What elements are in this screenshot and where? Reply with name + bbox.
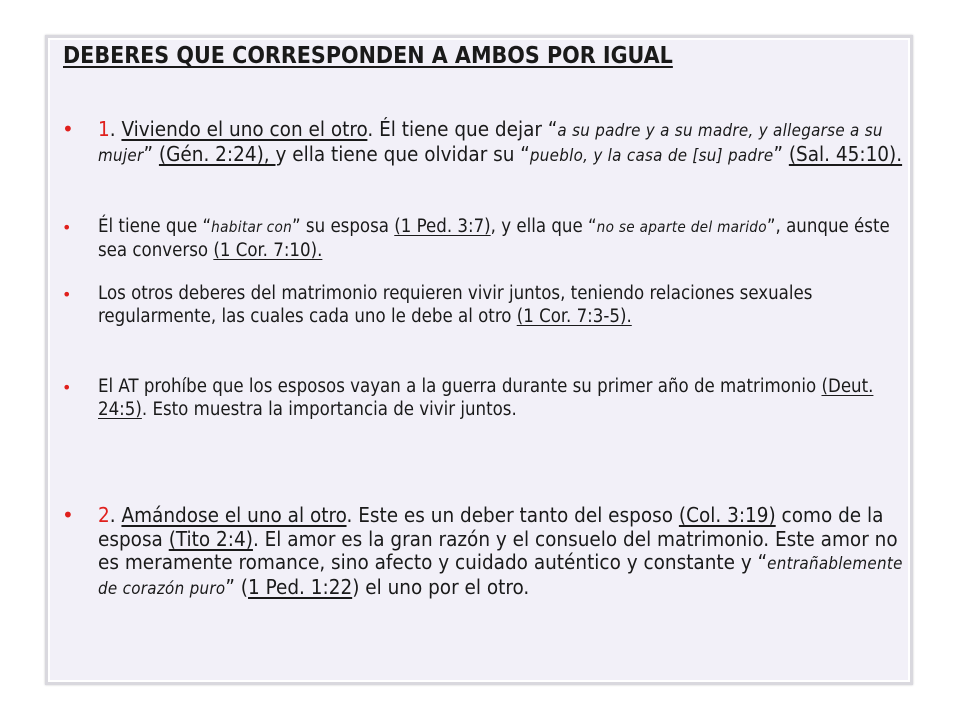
scripture-reference: (Gén. 2:24),	[158, 141, 276, 166]
scripture-reference: (Tito 2:4)	[168, 526, 253, 551]
text-fragment: ” (	[225, 574, 249, 599]
scripture-reference: (1 Cor. 7:3-5).	[516, 306, 632, 327]
list-item-habitar	[62, 215, 906, 262]
list-item-viviendo	[62, 117, 906, 167]
bullet-icon: •	[62, 117, 74, 141]
text-fragment: Los otros deberes del matrimonio requieren vivir juntos, teniendo relaciones sexuales regularmente, las cuales cada uno le debe al otro	[98, 283, 813, 327]
scripture-quote: entrañablemente de corazón puro	[98, 553, 903, 598]
text-fragment: Él tiene que “	[98, 216, 212, 237]
text-fragment: y ella tiene que olvidar su “	[275, 141, 530, 166]
slide-title: DEBERES QUE CORRESPONDEN A AMBOS POR IGUAL	[63, 43, 673, 69]
text-fragment: . Esto muestra la importancia de vivir juntos.	[141, 399, 517, 420]
scripture-quote: habitar con	[211, 218, 293, 236]
scripture-quote: a su padre y a su madre, y allegarse a su mujer	[98, 120, 883, 165]
text-fragment: ” su esposa	[292, 216, 395, 237]
item-number: 1	[98, 117, 110, 141]
scripture-reference: 1 Ped. 1:22	[248, 574, 353, 599]
scripture-quote: pueblo, y la casa de [su] padre	[529, 144, 774, 165]
slide-panel	[45, 35, 913, 685]
scripture-reference: (Col. 3:19)	[678, 503, 776, 527]
item-number: 2	[98, 503, 110, 527]
scripture-reference: (Sal. 45:10).	[788, 141, 903, 166]
scripture-reference: (1 Cor. 7:10).	[213, 240, 323, 261]
text-fragment: . Él tiene que dejar “	[367, 117, 558, 141]
text-fragment: El AT prohíbe que los esposos vayan a la guerra durante su primer año de matrimonio	[98, 376, 822, 397]
text-fragment: ) el uno por el otro.	[352, 574, 530, 599]
text-fragment: ”	[773, 141, 789, 166]
list-item-amandose	[62, 503, 906, 600]
text-fragment: . Este es un deber tanto del esposo	[346, 503, 679, 527]
item-heading: Viviendo el uno con el otro	[121, 117, 368, 141]
text-fragment: , y ella que “	[490, 216, 597, 237]
bullet-icon: •	[62, 378, 72, 397]
bullet-icon: •	[62, 218, 72, 237]
text-fragment: .	[109, 117, 122, 141]
bullet-icon: •	[62, 503, 74, 527]
list-item-deberes	[62, 282, 906, 328]
text-fragment: .	[109, 503, 122, 527]
bullet-icon: •	[62, 285, 72, 304]
text-fragment: ”	[143, 141, 159, 166]
item-heading: Amándose el uno al otro	[121, 503, 347, 527]
scripture-reference: (Deut. 24:5)	[98, 376, 874, 420]
text-fragment: ”, aunque éste sea converso	[98, 216, 890, 261]
text-fragment: como de la esposa	[98, 503, 884, 551]
list-item-at	[62, 375, 906, 421]
text-fragment: . El amor es la gran razón y el consuelo del matrimonio. Este amor no es meramente romance, sino afecto y cuidado auténtico y constante y “	[98, 526, 898, 574]
scripture-reference: (1 Ped. 3:7)	[394, 216, 491, 237]
scripture-quote: no se aparte del marido	[596, 218, 767, 236]
